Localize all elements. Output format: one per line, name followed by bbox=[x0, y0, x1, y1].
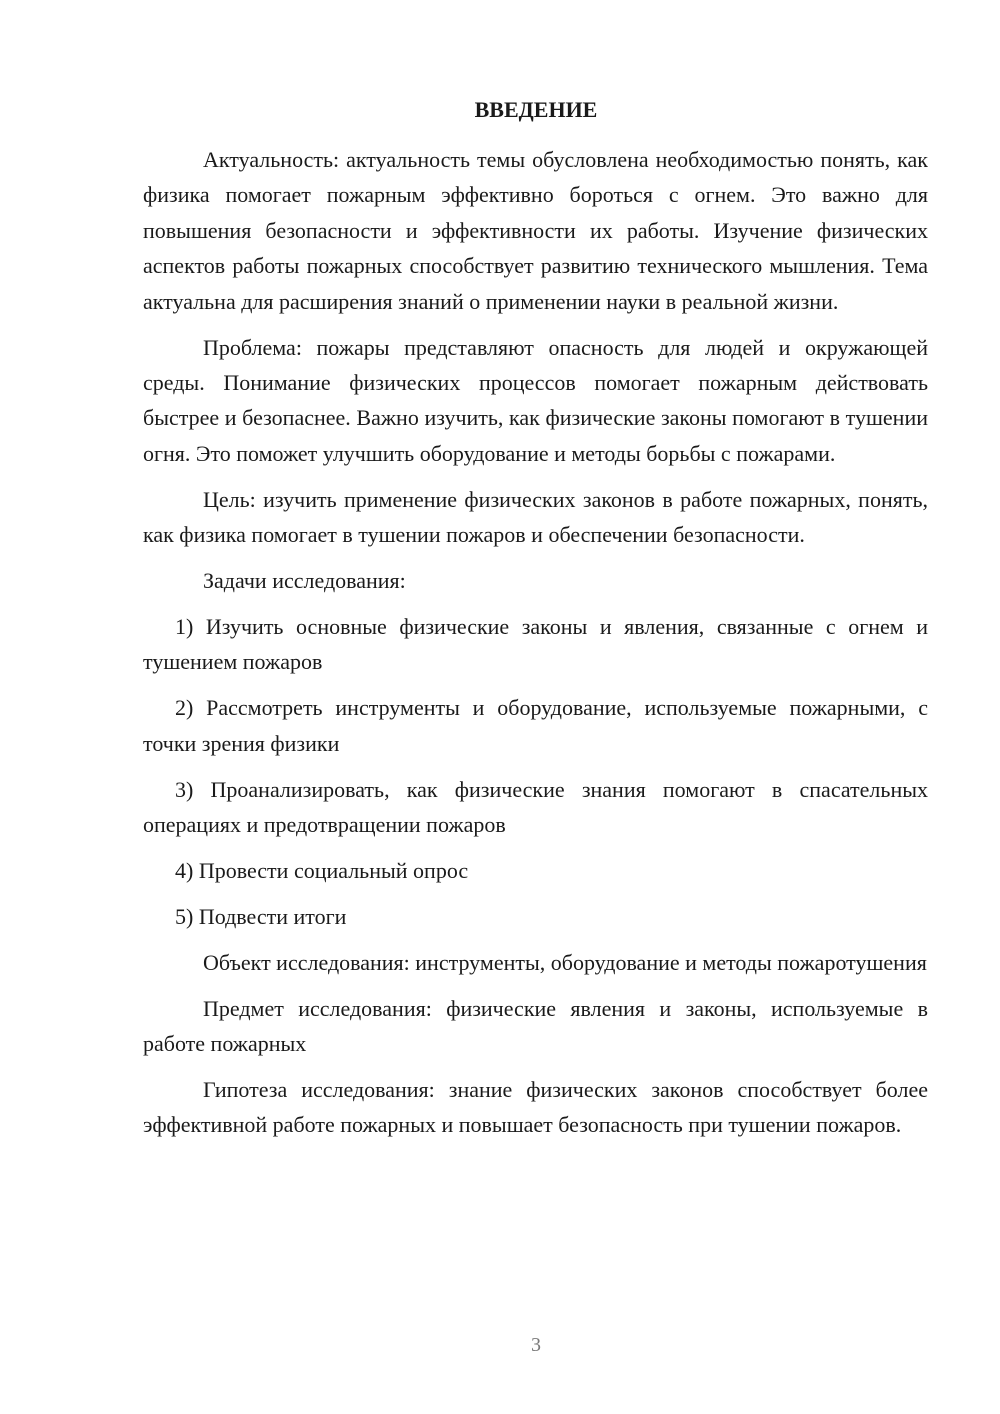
tasks-title: Задачи исследования: bbox=[203, 567, 406, 593]
task-item-3: 3) Проанализировать, как физические знания помогают в спасательных операциях и предотвращении пожаров bbox=[143, 776, 928, 837]
task-item-2: 2) Рассмотреть инструменты и оборудование, используемые пожарными, с точки зрения физики bbox=[143, 695, 928, 756]
page-number: 3 bbox=[531, 1334, 541, 1356]
paragraph-goal: Цель: изучить применение физических законов в работе пожарных, понять, как физика помогает в тушении пожаров и обеспечении безопасности. bbox=[143, 486, 928, 548]
paragraph-hypothesis: Гипотеза исследования: знание физических законов способствует более эффективной работе пожарных и повышает безопасность при тушении пожаров. bbox=[143, 1076, 928, 1138]
task-item-4: 4) Провести социальный опрос bbox=[175, 857, 469, 883]
task-item-1: 1) Изучить основные физические законы и явления, связанные с огнем и тушением пожаров bbox=[143, 613, 928, 675]
task-item-5: 5) Подвести итоги bbox=[175, 903, 347, 929]
paragraph-object: Объект исследования: инструменты, оборудование и методы пожаротушения bbox=[203, 949, 927, 975]
paragraph-problem: Проблема: пожары представляют опасность для людей и окружающей среды. Понимание физических процессов помогает пожарным действовать быстрее и безопаснее. Важно изучить, как физические законы помогают в тушении огня. Это поможет улучшить оборудование и методы борьбы с пожарами. bbox=[143, 334, 928, 466]
paragraph-relevance: Актуальность: актуальность темы обусловлена необходимостью понять, как физика помогает пожарным эффективно бороться с огнем. Это важно для повышения безопасности и эффективности их работы. Изучение физических аспектов работы пожарных способствует развитию технического мышления. Тема актуальна для расширения знаний о применении науки в реальной жизни. bbox=[143, 147, 928, 314]
paragraph-subject: Предмет исследования: физические явления и законы, используемые в работе пожарных bbox=[143, 995, 928, 1056]
document-body bbox=[143, 142, 928, 1143]
section-heading: ВВЕДЕНИЕ bbox=[474, 97, 598, 122]
